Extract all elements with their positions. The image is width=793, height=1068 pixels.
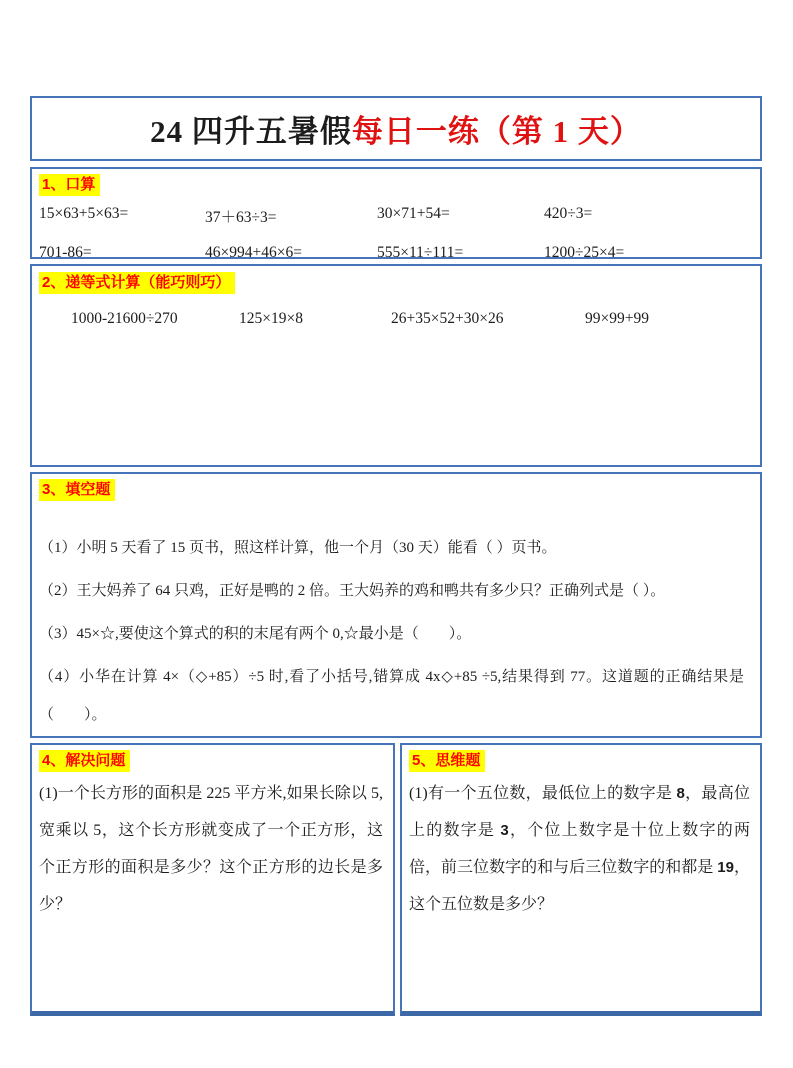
fill-blank-item-3: （3）45×☆,要使这个算式的积的末尾有两个 0,☆最小是（ ）。 (39, 626, 472, 642)
thinking-problem-text (409, 775, 750, 923)
stepwise-problem: 26+35×52+30×26 (391, 310, 504, 327)
section-heading-fill-blank: 3、填空题 (39, 479, 115, 501)
stepwise-problem: 125×19×8 (239, 310, 303, 327)
stepwise-work-area (39, 340, 760, 460)
section-oral-box (30, 167, 762, 259)
section-heading-oral: 1、口算 (39, 174, 100, 196)
section-fill-blank-box (30, 472, 762, 738)
oral-problem: 37＋63÷3= (205, 209, 277, 226)
thinking-text-number: 3 (500, 822, 509, 839)
fill-blank-items (39, 529, 760, 734)
section-thinking-box (400, 743, 762, 1016)
oral-problem: 701-86= (39, 244, 92, 261)
thinking-text-segment: ，个位上数字是十位上数字的两倍，前三位数字的和与后三位数字的和都是 (409, 822, 750, 876)
thinking-text-segment: (1)有一个五位数，最低位上的数字是 (409, 785, 677, 802)
title-box (30, 96, 762, 161)
section-heading-thinking: 5、思维题 (409, 750, 485, 772)
page-title-black: 24 四升五暑假 (150, 114, 352, 149)
fill-blank-item-4: （4）小华在计算 4×（◇+85）÷5 时,看了小括号,错算成 4x◇+85 ÷5,结果得到 77。这道题的正确结果是（ ）。 (39, 669, 744, 723)
thinking-text-segment: ，这个五位数是多少？ (409, 859, 750, 913)
oral-row-1 (39, 205, 760, 235)
page-title-red: 每日一练（第 1 天） (351, 114, 642, 149)
section-stepwise-box (30, 264, 762, 467)
stepwise-problem: 1000-21600÷270 (71, 310, 178, 327)
section-heading-stepwise: 2、递等式计算（能巧则巧） (39, 272, 235, 294)
oral-problem: 555×11÷111= (377, 244, 464, 261)
oral-problem: 1200÷25×4= (544, 244, 625, 261)
section-solve-box (30, 743, 395, 1016)
section-heading-solve: 4、解决问题 (39, 750, 130, 772)
fill-blank-item-2: （2）王大妈养了 64 只鸡，正好是鸭的 2 倍。王大妈养的鸡和鸭共有多少只？正确列式是（ ）。 (39, 583, 666, 599)
fill-blank-item-1: （1）小明 5 天看了 15 页书，照这样计算，他一个月（30 天）能看（ ）页书。 (39, 540, 557, 556)
oral-problem: 46×994+46×6= (205, 244, 302, 261)
thinking-text-segment: ，最高位上的数字是 (409, 785, 750, 839)
page-title (150, 106, 642, 151)
solve-problem-text: (1)一个长方形的面积是 225 平方米,如果长除以 5,宽乘以 5，这个长方形就变成了一个正方形，这个正方形的面积是多少？这个正方形的边长是多少？ (39, 785, 383, 913)
thinking-text-number: 8 (676, 785, 685, 802)
thinking-text-number: 19 (717, 859, 734, 876)
oral-problem: 15×63+5×63= (39, 205, 129, 222)
oral-problem: 420÷3= (544, 205, 593, 222)
stepwise-row (39, 310, 760, 340)
stepwise-problem: 99×99+99 (585, 310, 649, 327)
oral-problem: 30×71+54= (377, 205, 450, 222)
